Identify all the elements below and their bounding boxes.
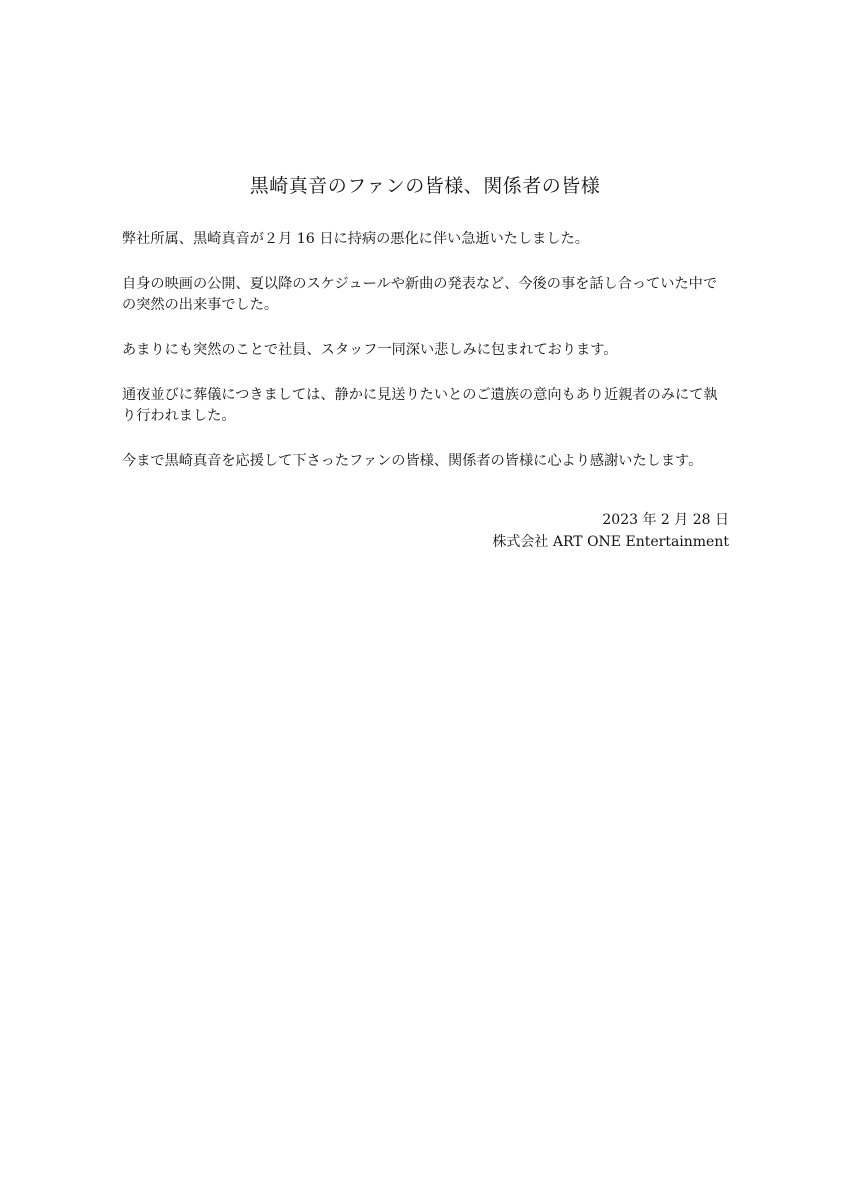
paragraph-line: 自身の映画の公開、夏以降のスケジュールや新曲の発表など、今後の事を話し合っていた中で bbox=[122, 276, 718, 292]
paragraph-line: り行われました。 bbox=[122, 408, 236, 424]
page-title: 黒崎真音のファンの皆様、関係者の皆様 bbox=[249, 175, 601, 197]
paragraph-line: 通夜並びに葬儀につきましては、静かに見送りたいとのご遺族の意向もあり近親者のみにて執 bbox=[122, 387, 718, 403]
paragraph-1 bbox=[122, 229, 732, 250]
paragraph-4 bbox=[122, 385, 732, 427]
signature-company: 株式会社 ART ONE Entertainment bbox=[492, 534, 729, 550]
paragraph-line: あまりにも突然のことで社員、スタッフ一同深い悲しみに包まれております。 bbox=[122, 342, 618, 358]
signature-date: 2023 年 2 月 28 日 bbox=[602, 512, 729, 528]
paragraph-3 bbox=[122, 340, 732, 361]
paragraph-line: 弊社所属、黒崎真音が２月 16 日に持病の悪化に伴い急逝いたしました。 bbox=[122, 231, 589, 247]
paragraph-line: 今まで黒崎真音を応援して下さったファンの皆様、関係者の皆様に心より感謝いたします。 bbox=[122, 453, 703, 469]
announcement-body bbox=[122, 229, 732, 496]
paragraph-5 bbox=[122, 451, 732, 472]
paragraph-line: の突然の出来事でした。 bbox=[122, 297, 279, 313]
signature-block bbox=[492, 509, 729, 553]
paragraph-2 bbox=[122, 274, 732, 316]
